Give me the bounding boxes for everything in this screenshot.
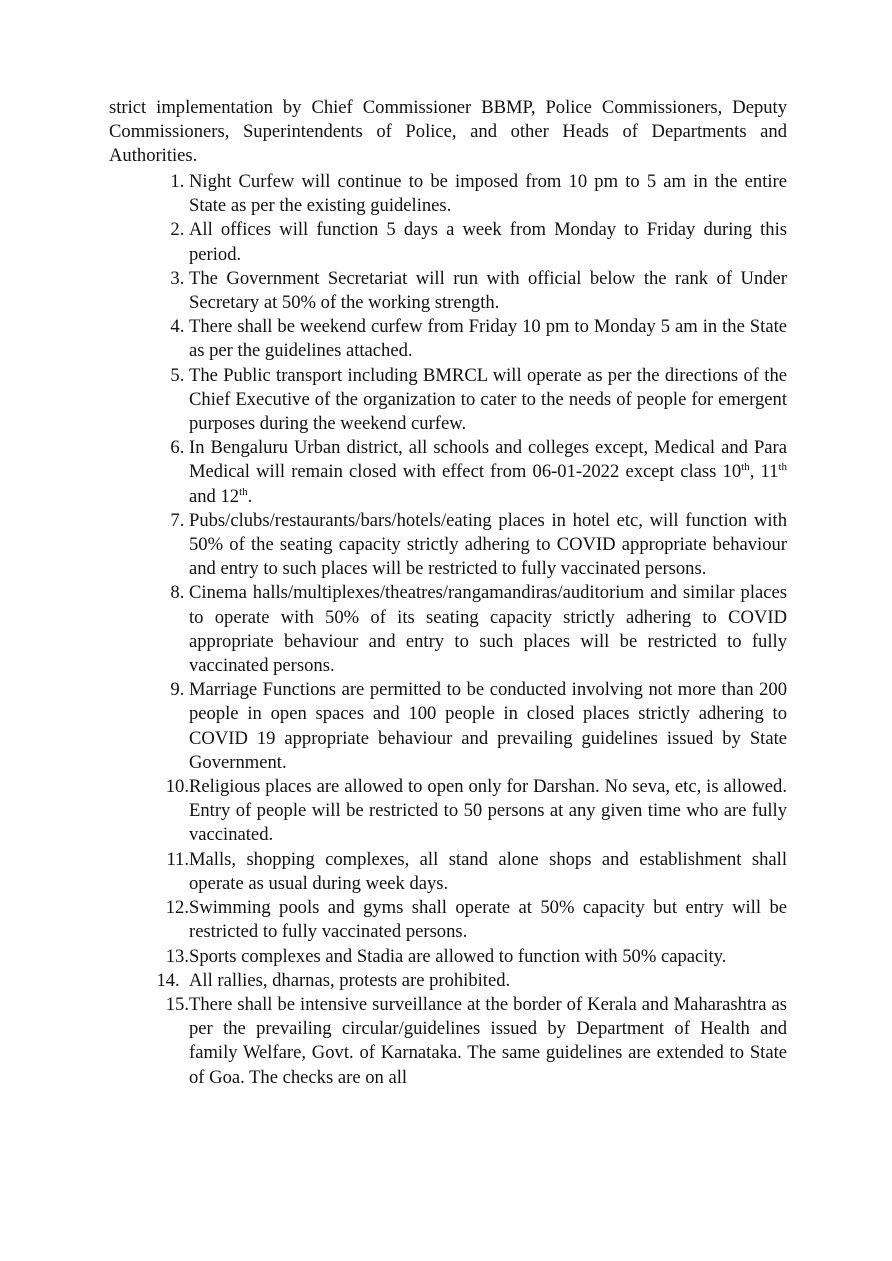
- item-number: 11.: [166, 848, 189, 870]
- item-number: 8.: [170, 582, 189, 604]
- item-number: 12.: [165, 897, 189, 919]
- item-number: 13.: [165, 945, 189, 967]
- list-item-5: [109, 364, 787, 437]
- item-text-part: , 11: [749, 461, 779, 483]
- item-text-part: and 12: [189, 485, 240, 507]
- list-item-3: [109, 267, 787, 315]
- item-text: The Public transport including BMRCL will operate as per the directions of the Chief Executive of the organization to cater to the needs of people for emergent purposes during the weekend curfew.: [189, 364, 787, 435]
- superscript: th: [239, 485, 248, 498]
- list-item-6: [109, 436, 787, 509]
- item-number: 4.: [170, 316, 189, 338]
- list-item-8: [109, 581, 787, 678]
- item-number: 14.: [156, 969, 189, 991]
- list-item-9: [109, 678, 787, 775]
- superscript: th: [741, 461, 750, 474]
- item-text: [189, 436, 787, 509]
- list-item-13: [109, 945, 787, 969]
- list-item-1: [109, 170, 787, 218]
- item-number: 3.: [170, 267, 189, 289]
- item-number: 2.: [170, 219, 189, 241]
- item-text: Night Curfew will continue to be imposed from 10 pm to 5 am in the entire State as per the existing guidelines.: [189, 171, 787, 217]
- item-number: 5.: [170, 364, 189, 386]
- item-text: All offices will function 5 days a week from Monday to Friday during this period.: [189, 219, 787, 265]
- item-text-part: .: [247, 485, 253, 507]
- item-text: Pubs/clubs/restaurants/bars/hotels/eating places in hotel etc, will function with 50% of the seating capacity strictly adhering to COVID appropriate behaviour and entry to such places will be restricted to fully vaccinated persons.: [189, 509, 787, 580]
- list-item-14: [109, 969, 787, 993]
- item-text: The Government Secretariat will run with official below the rank of Under Secretary at 50% of the working strength.: [189, 267, 787, 314]
- item-number: 1.: [170, 171, 189, 192]
- item-number: 6.: [170, 437, 189, 459]
- item-text: There shall be weekend curfew from Friday 10 pm to Monday 5 am in the State as per the guidelines attached.: [189, 316, 787, 362]
- item-number: 15.: [165, 993, 189, 1015]
- item-text: Swimming pools and gyms shall operate at 50% capacity but entry will be restricted to fully vaccinated persons.: [189, 897, 787, 943]
- item-text: Religious places are allowed to open only for Darshan. No seva, etc, is allowed. Entry of people will be restricted to 50 persons at any given time who are fully vaccinated.: [189, 776, 787, 846]
- item-text: Cinema halls/multiplexes/theatres/rangamandiras/auditorium and similar places to operate with 50% of its seating capacity strictly adhering to COVID appropriate behaviour and entry to such places will be restricted to fully vaccinated persons.: [189, 582, 787, 677]
- item-text: There shall be intensive surveillance at the border of Kerala and Maharashtra as per the prevailing circular/guidelines issued by Department of Health and family Welfare, Govt. of Karnataka. The same guidelines are extended to State of Goa. The checks are on all: [189, 993, 787, 1088]
- item-number: 7.: [170, 509, 189, 531]
- item-text: Malls, shopping complexes, all stand alone shops and establishment shall operate as usual during week days.: [189, 848, 787, 894]
- list-item-11: [109, 848, 787, 896]
- item-text-part: In Bengaluru Urban district, all schools and colleges except, Medical and Para Medical will remain closed with effect from 06-01-2022 except class 10: [189, 437, 787, 483]
- list-item-12: [109, 896, 787, 944]
- item-text: Sports complexes and Stadia are allowed to function with 50% capacity.: [189, 945, 727, 967]
- list-item-4: [109, 315, 787, 363]
- list-item-15: [109, 993, 787, 1090]
- item-number: 10.: [165, 776, 189, 798]
- intro-paragraph: strict implementation by Chief Commissioner BBMP, Police Commissioners, Deputy Commissioners, Superintendents of Police, and other Heads of Departments and Authorities.: [109, 97, 787, 167]
- item-text: Marriage Functions are permitted to be conducted involving not more than 200 people in open spaces and 100 people in closed places strictly adhering to COVID 19 appropriate behaviour and prevailing guidelines issued by State Government.: [189, 679, 787, 773]
- guidelines-list: [109, 170, 787, 1090]
- list-item-2: [109, 218, 787, 266]
- superscript: th: [778, 461, 787, 474]
- list-item-10: [109, 775, 787, 848]
- item-number: 9.: [170, 679, 189, 701]
- list-item-7: [109, 509, 787, 582]
- item-text: All rallies, dharnas, protests are prohibited.: [189, 969, 511, 991]
